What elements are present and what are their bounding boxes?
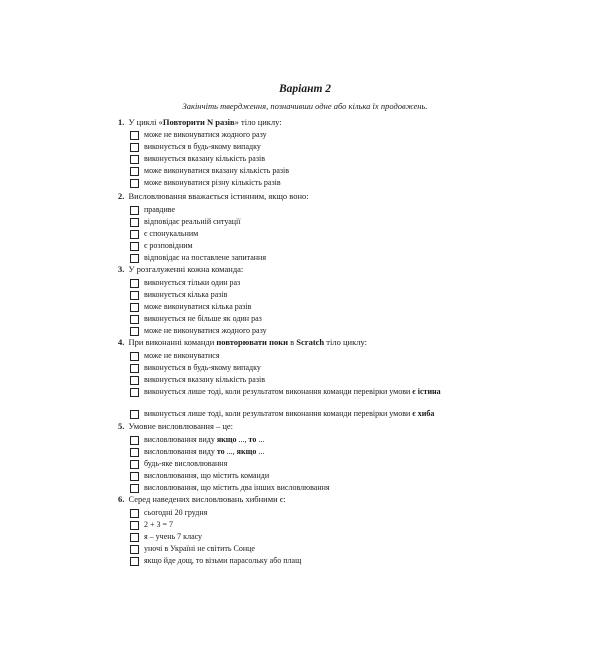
question-2 xyxy=(118,191,498,202)
option-label: виконується не більше як один раз xyxy=(144,314,262,323)
question-number: 2. xyxy=(118,191,125,201)
checkbox[interactable] xyxy=(130,303,139,312)
checkbox[interactable] xyxy=(130,315,139,324)
option-label: може виконуватися кілька разів xyxy=(144,302,252,311)
checkbox[interactable] xyxy=(130,436,139,445)
option-label: виконується лише тоді, коли результатом виконання команди перевірки умови є хиба xyxy=(144,409,435,418)
option-label: відповідає на поставлене запитання xyxy=(144,253,267,262)
checkbox[interactable] xyxy=(130,448,139,457)
option-label: уночі в Україні не світить Сонце xyxy=(144,544,255,553)
checkbox[interactable] xyxy=(130,410,139,419)
question-text: При виконанні команди повторювати поки в Scratch тіло циклу: xyxy=(128,337,367,347)
checkbox[interactable] xyxy=(130,352,139,361)
checkbox[interactable] xyxy=(130,484,139,493)
option-label: є розповідним xyxy=(144,241,193,250)
checkbox[interactable] xyxy=(130,533,139,542)
option-label: я – учень 7 класу xyxy=(144,532,203,541)
option-label: виконується вказану кількість разів xyxy=(144,375,265,384)
checkbox[interactable] xyxy=(130,230,139,239)
question-number: 5. xyxy=(118,421,125,431)
question-4 xyxy=(118,337,498,348)
question-number: 3. xyxy=(118,264,125,274)
checkbox[interactable] xyxy=(130,254,139,263)
question-number: 6. xyxy=(118,494,125,504)
option-label: виконується тільки один раз xyxy=(144,278,241,287)
checkbox[interactable] xyxy=(130,509,139,518)
checkbox[interactable] xyxy=(130,131,139,140)
option-label: виконується в будь-якому випадку xyxy=(144,363,261,372)
page-title: Варіант 2 xyxy=(278,83,332,95)
checkbox[interactable] xyxy=(130,291,139,300)
question-text: Серед наведених висловлювань хибними є: xyxy=(128,494,286,504)
option-label: висловлювання, що містить два інших висловлювання xyxy=(144,483,330,492)
checkbox[interactable] xyxy=(130,327,139,336)
checkbox[interactable] xyxy=(130,472,139,481)
checkbox[interactable] xyxy=(130,364,139,373)
checkbox[interactable] xyxy=(130,376,139,385)
question-number: 4. xyxy=(118,337,125,347)
option-label: сьогодні 20 грудня xyxy=(144,508,208,517)
option-label: висловлювання виду то ..., якщо ... xyxy=(144,447,265,456)
option-label: виконується в будь-якому випадку xyxy=(144,142,261,151)
option-label: 2 + 3 = 7 xyxy=(144,520,174,529)
option-label: може не виконуватися xyxy=(144,351,220,360)
option-label: виконується кілька разів xyxy=(144,290,228,299)
checkbox[interactable] xyxy=(130,155,139,164)
question-1 xyxy=(118,117,498,128)
checkbox[interactable] xyxy=(130,242,139,251)
checkbox[interactable] xyxy=(130,206,139,215)
option-label: є спонукальним xyxy=(144,229,199,238)
option-label: виконується вказану кількість разів xyxy=(144,154,265,163)
option-label: висловлювання виду якщо ..., то ... xyxy=(144,435,265,444)
checkbox[interactable] xyxy=(130,557,139,566)
option-label: висловлювання, що містить команди xyxy=(144,471,270,480)
checkbox[interactable] xyxy=(130,218,139,227)
option-label: будь-яке висловлювання xyxy=(144,459,228,468)
checkbox[interactable] xyxy=(130,388,139,397)
checkbox[interactable] xyxy=(130,143,139,152)
question-text: У циклі «Повторити N разів» тіло циклу: xyxy=(128,117,282,127)
question-3 xyxy=(118,264,498,275)
option-label: може виконуватися різну кількість разів xyxy=(144,178,281,187)
question-text: У розгалуженні кожна команда: xyxy=(128,264,244,274)
instruction-text: Закінчіть твердження, позначивши одне або кілька їх продовжень. xyxy=(182,101,428,111)
question-text: Висловлювання вважається істинним, якщо воно: xyxy=(128,191,309,201)
option-label: правдиве xyxy=(144,205,176,214)
question-6 xyxy=(118,494,498,505)
checkbox[interactable] xyxy=(130,460,139,469)
option-label: може не виконуватися жодного разу xyxy=(144,326,267,335)
option-label: якщо йде дощ, то візьми парасольку або плащ xyxy=(144,556,302,565)
option-label: виконується лише тоді, коли результатом виконання команди перевірки умови є істина xyxy=(144,387,441,396)
question-number: 1. xyxy=(118,117,125,127)
checkbox[interactable] xyxy=(130,167,139,176)
checkbox[interactable] xyxy=(130,521,139,530)
option-label: відповідає реальній ситуації xyxy=(144,217,241,226)
checkbox[interactable] xyxy=(130,279,139,288)
checkbox[interactable] xyxy=(130,179,139,188)
question-text: Умовне висловлювання – це: xyxy=(128,421,234,431)
checkbox[interactable] xyxy=(130,545,139,554)
option-label: може не виконуватися жодного разу xyxy=(144,130,267,139)
question-5 xyxy=(118,421,498,432)
option-label: може виконуватися вказану кількість разів xyxy=(144,166,290,175)
